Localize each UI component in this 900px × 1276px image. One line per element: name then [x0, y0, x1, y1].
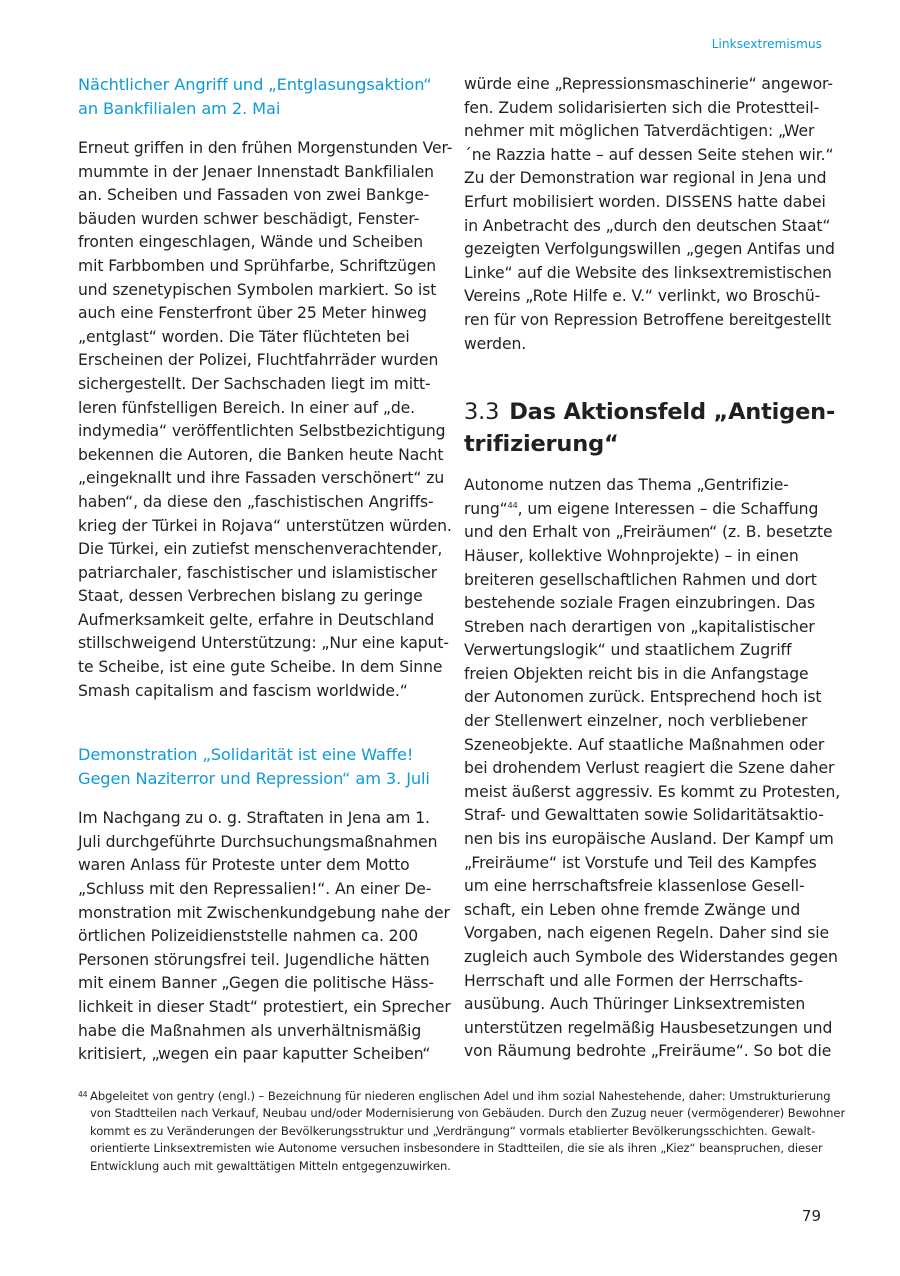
paragraph: [464, 73, 836, 356]
text-line: zugleich auch Symbole des Widerstandes gegen: [464, 948, 838, 966]
text-line: Vorgaben, nach eigenen Regeln. Daher sind sie: [464, 924, 829, 943]
text-line: Häuser, kollektive Wohnprojekte) – in einen: [464, 546, 799, 565]
footnote-line: orientierte Linksextremisten wie Autonome versuchen insbesondere in Stadtteilen, die sie als ihren „Kiez“ beanspruchen, dieser: [90, 1141, 823, 1156]
text-line: habe die Maßnahmen als unverhältnismäßig: [78, 1021, 422, 1040]
text-line: Autonome nutzen das Thema „Gentrifizie-: [464, 476, 789, 495]
paragraph: [464, 474, 841, 1064]
text-line: Erscheinen der Polizei, Fluchtfahrräder wurden: [78, 351, 439, 370]
footnote-line: 44 Abgeleitet von gentry (engl.) – Bezeichnung für niederen englischen Adel und ihm sozial Nahestehende, daher: Umstrukturierung: [78, 1089, 831, 1103]
text-line: waren Anlass für Proteste unter dem Motto: [78, 856, 410, 875]
footnote-number: 44: [78, 1090, 88, 1099]
text-line: von Räumung bedrohte „Freiräume“. So bot die: [464, 1042, 832, 1061]
text-line: ren für von Repression Betroffene bereitgestellt: [464, 310, 832, 329]
footnote-reference[interactable]: 44: [507, 500, 518, 510]
text-line: te Scheibe, ist eine gute Scheibe. In dem Sinne: [78, 658, 443, 677]
text-line: Verwertungslogik“ und staatlichem Zugriff: [464, 641, 792, 660]
text-line: und den Erhalt von „Freiräumen“ (z. B. besetzte: [464, 523, 833, 542]
text-line: Personen störungsfrei teil. Jugendliche hätten: [78, 950, 430, 969]
text-line: fronten eingeschlagen, Wände und Scheiben: [78, 233, 424, 252]
text-line: fen. Zudem solidarisierten sich die Protestteil-: [464, 98, 820, 117]
text-line: meist äußerst aggressiv. Es kommt zu Protesten,: [464, 782, 841, 801]
text-line: an. Scheiben und Fassaden von zwei Bankge-: [78, 186, 430, 205]
section-heading: [78, 73, 450, 121]
text-line: schaft, ein Leben ohne fremde Zwänge und: [464, 900, 801, 919]
chapter-heading: [464, 396, 836, 460]
text-line: Im Nachgang zu o. g. Straftaten in Jena am 1.: [78, 809, 430, 828]
text-line: nen bis ins europäische Ausland. Der Kampf um: [464, 830, 834, 849]
text-line: Erfurt mobilisiert worden. DISSENS hatte dabei: [464, 192, 826, 211]
text-line: Juli durchgeführte Durchsuchungsmaßnahmen: [78, 832, 438, 851]
text-line: Zu der Demonstration war regional in Jena und: [464, 169, 827, 188]
text-line: Die Türkei, ein zutiefst menschenverachtender,: [78, 540, 443, 559]
text-line: Szeneobjekte. Auf staatliche Maßnahmen oder: [464, 735, 825, 754]
text-line: unterstützen regelmäßig Hausbesetzungen und: [464, 1018, 833, 1037]
text-line: „Schluss mit den Repressalien!“. An einer De-: [78, 880, 432, 899]
text-line: Linke“ auf die Website des linksextremistischen: [464, 263, 832, 282]
text-line: der Autonomen zurück. Entsprechend hoch ist: [464, 688, 822, 707]
footnote-line: kommt es zu Veränderungen der Bevölkerungsstruktur und „Verdrängung“ vormals etablierter Bevölkerungsschichten. Gewalt-: [90, 1123, 816, 1138]
section-heading-line: Demonstration „Solidarität ist eine Waffe!: [78, 745, 414, 765]
text-line: kritisiert, „wegen ein paar kaputter Scheiben“: [78, 1045, 431, 1064]
text-line: monstration mit Zwischenkundgebung nahe der: [78, 903, 450, 922]
text-line: mummte in der Jenaer Innenstadt Bankfilialen: [78, 162, 434, 181]
text-line: der Stellenwert einzelner, noch verbliebener: [464, 712, 808, 731]
text-line: freien Objekten reicht bis in die Anfangstage: [464, 664, 809, 683]
text-line: „Freiräume“ ist Vorstufe und Teil des Kampfes: [464, 853, 817, 872]
footnote-line: von Stadtteilen nach Verkauf, Neubau und/oder Modernisierung von Gebäuden. Durch den Zuzug neuer (vermögenderer) Bewohner: [90, 1106, 846, 1121]
text-line: breiteren gesellschaftlichen Rahmen und dort: [464, 570, 817, 589]
text-line: Smash capitalism and fascism worldwide.“: [78, 681, 408, 700]
text-line: bekennen die Autoren, die Banken heute Nacht: [78, 445, 444, 464]
section-heading-line: Gegen Naziterror und Repression“ am 3. Juli: [78, 769, 430, 789]
text-line: Erneut griffen in den frühen Morgenstunden Ver-: [78, 139, 453, 157]
text-line: bäuden wurden schwer beschädigt, Fenster-: [78, 209, 420, 228]
text-line: Herrschaft und alle Formen der Herrschafts-: [464, 971, 804, 990]
text-line: ´ne Razzia hatte – auf dessen Seite stehen wir.“: [464, 145, 834, 164]
section-heading-line: Nächtlicher Angriff und „Entglasungsaktion“: [78, 75, 432, 94]
text-line: würde eine „Repressionsmaschinerie“ angewor-: [464, 75, 833, 93]
text-line: sichergestellt. Der Sachschaden liegt im mitt-: [78, 374, 431, 393]
text-line: krieg der Türkei in Rojava“ unterstützen würden.: [78, 516, 452, 535]
chapter-title: Das Aktionsfeld „Antigen-: [509, 399, 836, 426]
text-line: nehmer mit möglichen Tatverdächtigen: „Wer: [464, 122, 815, 141]
text-line: um eine herrschaftsfreie klassenlose Gesell-: [464, 877, 805, 896]
text-line: mit Farbbomben und Sprühfarbe, Schriftzügen: [78, 256, 436, 275]
text-line: werden.: [464, 334, 527, 353]
footnote-line: Entwicklung auch mit gewalttätigen Mitteln entgegenzuwirken.: [90, 1158, 451, 1173]
paragraph: [78, 807, 450, 1067]
text-line: gezeigten Verfolgungswillen „gegen Antifas und: [464, 240, 835, 259]
text-line: bei drohendem Verlust reagiert die Szene daher: [464, 759, 835, 778]
text-line: stillschweigend Unterstützung: „Nur eine kaput-: [78, 634, 449, 653]
section-heading-line: an Bankfilialen am 2. Mai: [78, 99, 281, 118]
right-column: [464, 73, 841, 1064]
text-line: und szenetypischen Symbolen markiert. So ist: [78, 280, 437, 299]
text-line: auch eine Fensterfront über 25 Meter hinweg: [78, 304, 427, 323]
text-line: Streben nach derartigen von „kapitalistischer: [464, 617, 815, 636]
text-line: patriarchaler, faschistischer und islamistischer: [78, 563, 438, 582]
text-line: mit einem Banner „Gegen die politische Häss-: [78, 974, 434, 993]
text-line: „entglast“ worden. Die Täter flüchteten bei: [78, 327, 410, 346]
text-line: Aufmerksamkeit gelte, erfahre in Deutschland: [78, 610, 435, 629]
running-head: Linksextremismus: [711, 37, 822, 51]
text-line: rung“$^{44}$, um eigene Interessen – die Schaffung: [464, 499, 819, 518]
text-line: örtlichen Polizeidienststelle nahmen ca. 200: [78, 927, 419, 946]
text-line: „eingeknallt und ihre Fassaden verschönert“ zu: [78, 469, 445, 488]
text-line: Straf- und Gewalttaten sowie Solidaritätsaktio-: [464, 806, 824, 825]
chapter-number: 3.3: [464, 399, 500, 426]
text-line: haben“, da diese den „faschistischen Angriffs-: [78, 492, 434, 511]
paragraph: [78, 137, 453, 703]
text-line: Vereins „Rote Hilfe e. V.“ verlinkt, wo Broschü-: [464, 287, 821, 306]
page-number: 79: [801, 1207, 821, 1225]
text-line: indymedia“ veröffentlichten Selbstbezichtigung: [78, 422, 446, 441]
text-line: in Anbetracht des „durch den deutschen Staat“: [464, 216, 831, 235]
footnote: [78, 1088, 846, 1175]
text-line: bestehende soziale Fragen einzubringen. Das: [464, 594, 815, 613]
left-column: [78, 73, 453, 1067]
text-line: leren fünfstelligen Bereich. In einer auf „de.: [78, 398, 416, 417]
section-heading: [78, 743, 450, 791]
text-line: ausübung. Auch Thüringer Linksextremisten: [464, 995, 806, 1014]
chapter-title-line2: trifizierung“: [464, 431, 619, 458]
text-line: Staat, dessen Verbrechen bislang zu geringe: [78, 587, 423, 606]
text-line: lichkeit in dieser Stadt“ protestiert, ein Sprecher: [78, 998, 451, 1016]
